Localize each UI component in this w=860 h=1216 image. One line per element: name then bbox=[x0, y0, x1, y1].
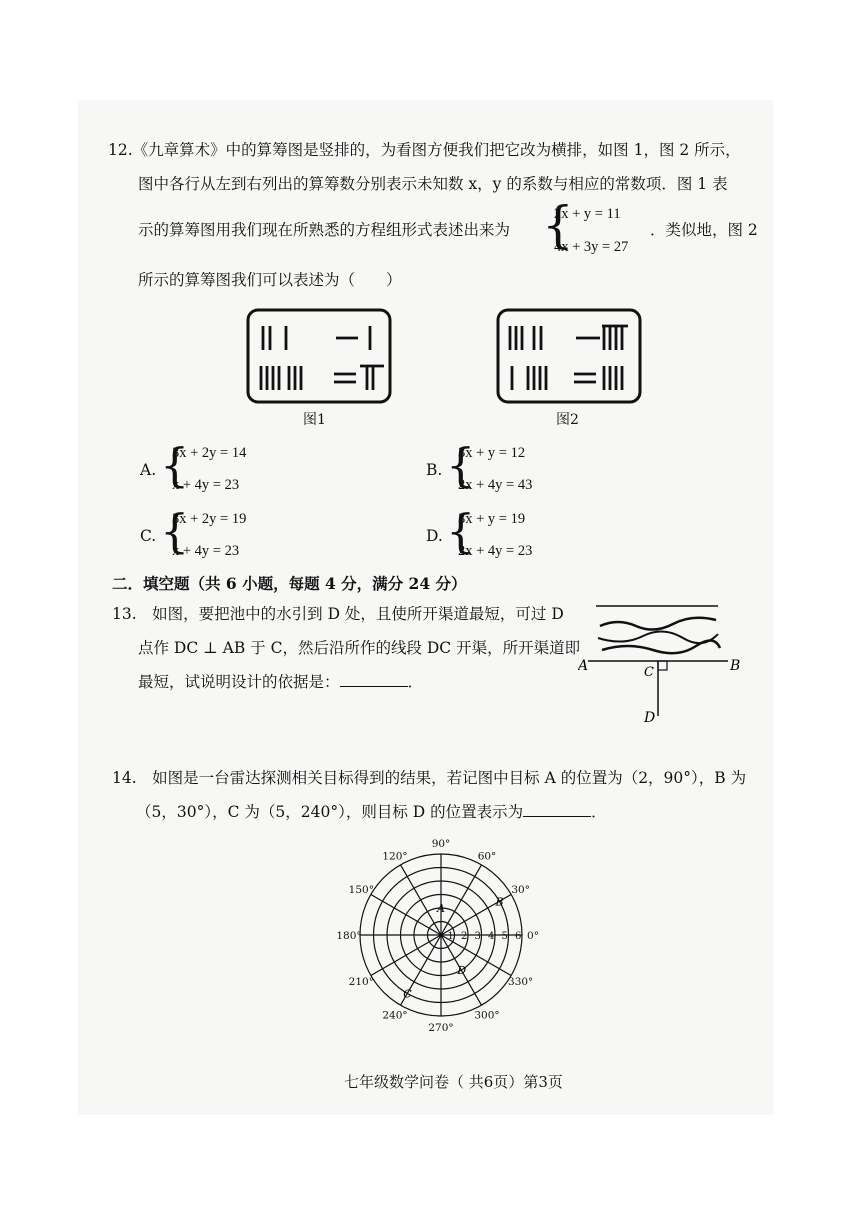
q13-line1: 13. 如图，要把池中的水引到 D 处，且使所开渠道最短，可过 D bbox=[112, 605, 564, 623]
q12-line2: 图中各行从左到右列出的算筹数分别表示未知数 x，y 的系数与相应的常数项．图 1 表 bbox=[138, 175, 728, 193]
q14-line2 bbox=[136, 802, 607, 822]
pond-channel-diagram bbox=[578, 598, 748, 726]
option-b-brace: { bbox=[446, 438, 476, 492]
option-c-label: C. bbox=[140, 527, 157, 545]
option-d-eq1: 3x + y = 19 bbox=[458, 511, 526, 527]
angle-label: 180° bbox=[336, 930, 362, 942]
ring-number: 2 bbox=[461, 931, 468, 942]
q14-line2-end: ． bbox=[591, 803, 607, 821]
ring-number: 5 bbox=[501, 931, 508, 942]
option-b-eq2: 2x + 4y = 43 bbox=[458, 477, 533, 493]
ring-number: 1 bbox=[447, 931, 454, 942]
angle-label: 210° bbox=[348, 976, 374, 988]
page-footer: 七年级数学问卷（ 共6页）第3页 bbox=[344, 1073, 563, 1091]
q12-line4: 所示的算筹图我们可以表述为（ ） bbox=[138, 271, 402, 289]
q12-line3-post: ．类似地，图 2 bbox=[650, 221, 758, 239]
q12-system-brace: { bbox=[542, 196, 574, 254]
option-d-label: D. bbox=[426, 527, 443, 545]
option-d-brace: { bbox=[446, 504, 476, 558]
option-a-eq1: 3x + 2y = 14 bbox=[172, 445, 247, 461]
target-c-label: C bbox=[403, 987, 412, 1001]
point-d-label: D bbox=[644, 710, 656, 726]
q13-line2: 点作 DC ⊥ AB 于 C，然后沿所作的线段 DC 开渠，所开渠道即 bbox=[138, 639, 581, 657]
radar-ring-numbers bbox=[448, 931, 522, 942]
option-a-brace: { bbox=[160, 438, 190, 492]
option-a-label: A. bbox=[140, 461, 157, 479]
angle-label: 120° bbox=[382, 850, 408, 863]
target-b-label: B bbox=[495, 895, 504, 909]
q13-line3-text: 最短，试说明设计的依据是： bbox=[138, 673, 340, 691]
q12-line3-pre: 示的算筹图用我们现在所熟悉的方程组形式表述出来为 bbox=[138, 221, 511, 239]
option-b-label: B. bbox=[426, 461, 443, 479]
q13-line3-end: ． bbox=[407, 673, 424, 691]
counting-rod-figure-2 bbox=[496, 308, 642, 404]
point-c-label: C bbox=[644, 665, 654, 680]
fig1-caption: 图1 bbox=[303, 412, 326, 428]
radar-grid bbox=[360, 854, 522, 1016]
angle-label: 330° bbox=[508, 976, 534, 988]
counting-rod-figure-1 bbox=[246, 308, 392, 404]
ring-number: 3 bbox=[474, 931, 481, 942]
q12-line1: 12.《九章算术》中的算筹图是竖排的，为看图方便我们把它改为横排，如图 1，图 2 所示， bbox=[108, 141, 741, 159]
angle-label: 270° bbox=[428, 1022, 454, 1034]
ring-number: 4 bbox=[488, 931, 495, 942]
option-c-brace: { bbox=[160, 504, 190, 558]
option-a-eq2: x + 4y = 23 bbox=[172, 477, 240, 493]
angle-label: 300° bbox=[474, 1009, 500, 1022]
q14-line1: 14. 如图是一台雷达探测相关目标得到的结果，若记图中目标 A 的位置为（2，90°），B 为 bbox=[112, 769, 747, 787]
q12-system-eq2: 4x + 3y = 27 bbox=[554, 239, 629, 255]
angle-label: 150° bbox=[348, 884, 374, 896]
point-a-label: A bbox=[578, 658, 589, 674]
angle-label: 240° bbox=[382, 1009, 408, 1022]
q14-answer-blank[interactable] bbox=[523, 816, 591, 817]
target-d-label: D bbox=[457, 964, 467, 978]
option-b-eq1: 3x + y = 12 bbox=[458, 445, 526, 461]
angle-label: 90° bbox=[431, 838, 451, 850]
angle-label: 30° bbox=[511, 884, 530, 896]
q13-line3 bbox=[138, 672, 423, 692]
point-b-label: B bbox=[730, 658, 741, 674]
option-c-eq2: x + 4y = 23 bbox=[172, 543, 240, 559]
q12-system-eq1: 2x + y = 11 bbox=[554, 206, 621, 222]
fig2-caption: 图2 bbox=[556, 412, 579, 428]
angle-label: 0° bbox=[527, 930, 539, 942]
option-c-eq1: 3x + 2y = 19 bbox=[172, 511, 247, 527]
target-a-label: A bbox=[437, 902, 445, 915]
ring-number: 6 bbox=[515, 931, 522, 942]
q14-line2-text: （5，30°），C 为（5，240°），则目标 D 的位置表示为 bbox=[136, 803, 524, 821]
q13-answer-blank[interactable] bbox=[340, 686, 408, 687]
section-2-heading: 二．填空题（共 6 小题，每题 4 分，满分 24 分） bbox=[112, 574, 467, 593]
angle-label: 60° bbox=[477, 850, 497, 863]
option-d-eq2: 2x + 4y = 23 bbox=[458, 543, 533, 559]
radar-polar-diagram bbox=[326, 828, 556, 1038]
